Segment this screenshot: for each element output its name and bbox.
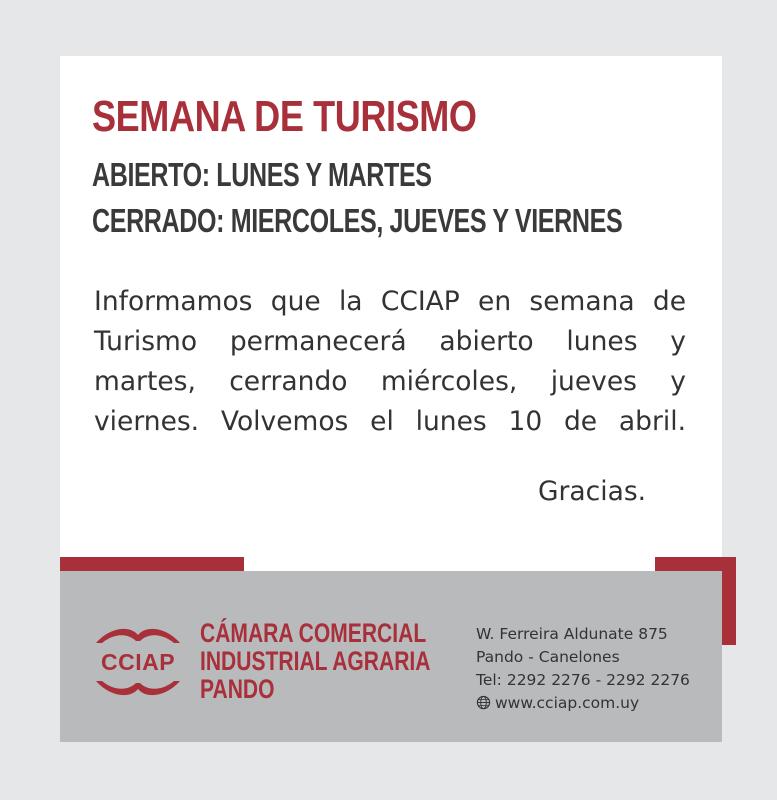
closed-days-line: CERRADO: MIERCOLES, JUEVES Y VIERNES (92, 202, 623, 239)
thanks-text: Gracias. (538, 476, 647, 507)
accent-bar-right-vertical (722, 557, 736, 645)
org-name-line: INDUSTRIAL AGRARIA (200, 646, 431, 676)
paragraph-line: Informamos que la CCIAP en semana de (94, 286, 686, 317)
notice-card (60, 56, 722, 571)
globe-icon (476, 695, 491, 710)
accent-bar-left (60, 557, 244, 571)
org-name-line: CÁMARA COMERCIAL (200, 618, 427, 648)
notice-paragraph (94, 282, 686, 442)
paragraph-line: martes, cerrando miércoles, jueves y (94, 366, 686, 397)
city-text: Pando - Canelones (476, 648, 620, 666)
paragraph-line: viernes. Volvemos el lunes 10 de abril. (94, 406, 686, 437)
open-days-line: ABIERTO: LUNES Y MARTES (92, 156, 432, 193)
website-row (476, 692, 690, 715)
notice-title: SEMANA DE TURISMO (92, 92, 477, 141)
cciap-logo (90, 623, 186, 701)
organization-name (200, 619, 430, 703)
logo-text: CCIAP (100, 649, 176, 675)
org-name-line: PANDO (200, 674, 275, 704)
contact-info (476, 623, 690, 715)
paragraph-line: Turismo permanecerá abierto lunes y (94, 326, 686, 357)
phone-text: Tel: 2292 2276 - 2292 2276 (476, 671, 690, 689)
footer (60, 571, 722, 742)
website-link[interactable]: www.cciap.com.uy (495, 694, 640, 712)
address-text: W. Ferreira Aldunate 875 (476, 625, 668, 643)
